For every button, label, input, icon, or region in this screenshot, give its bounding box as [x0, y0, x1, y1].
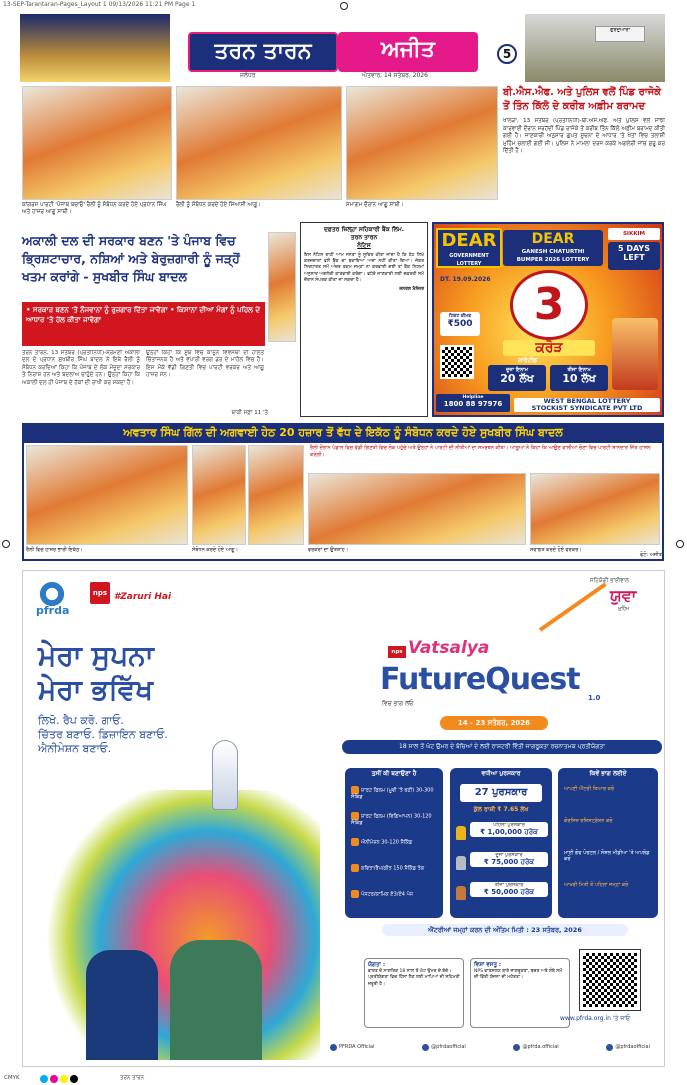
page-number: 5 [497, 44, 517, 64]
lottery-stockist-2: STOCKIST SYNDICATE PVT LTD [531, 404, 643, 412]
lottery-helpline [436, 394, 510, 412]
lottery-first-prize-digit: 3 [510, 270, 588, 340]
lottery-second-label: ਦੂਜਾ ਇਨਾਮ [506, 367, 528, 373]
ad-tagline: #Zaruri Hai [114, 592, 172, 602]
instagram-icon [513, 1044, 520, 1051]
registration-mark-top [340, 2, 348, 10]
note-2-body: NPS ਵਾਤਸਲਯ ਬਾਰੇ ਜਾਗਰੂਕਤਾ, ਬਚਤ ਅਤੇ ਲੰਬੇ ਸਮੇਂ ਦੀ ਵਿੱਤੀ ਯੋਜਨਾ ਦੀ ਮਹੱਤਤਾ। [474, 968, 563, 980]
future-quest-join: ਵਿਚ ਭਾਗ ਲਓ [382, 700, 414, 707]
social-instagram[interactable]: @pfrda.official [513, 1040, 558, 1054]
yuva-sub: ਮੁਹਿੰਮ [618, 606, 630, 612]
banner-caption-3: ਵਰਕਰਾਂ ਦਾ ਉਤਸ਼ਾਹ। [308, 547, 349, 553]
lottery-helpline-label: Helpline [462, 395, 484, 400]
pfrda-wordmark: pfrda [36, 604, 70, 617]
prize-third-amount: ₹ 50,000 ਹਰੇਕ [483, 888, 535, 896]
banner-credit: ਫੋਟੋ: ਅਜੀਤ [639, 552, 662, 558]
lead-story-continued: ਬਾਕੀ ਸਫ਼ਾ 11 'ਤੇ [231, 410, 268, 416]
magenta-swatch [50, 1075, 58, 1083]
prize-third [470, 882, 548, 897]
lottery-stockist-1: WEST BENGAL LOTTERY [543, 397, 631, 405]
social-x[interactable]: @pfrdaofficial [422, 1040, 466, 1054]
lead-story-headline: ਅਕਾਲੀ ਦਲ ਦੀ ਸਰਕਾਰ ਬਣਨ 'ਤੇ ਪੰਜਾਬ ਵਿਚ ਭ੍ਰਿਸ਼ਟਾਚਾਰ, ਨਸ਼ਿਆਂ ਅਤੇ ਬੇਰੁਜ਼ਗਾਰੀ ਨੂੰ ਜੜ੍ਹੋਂ ਖਤਮ ਕਰਾਂਗੇ - ਸੁਖਬੀਰ ਸਿੰਘ ਬਾਦਲ [22, 233, 240, 284]
lottery-brand: DEAR [441, 230, 497, 251]
prize-second-amount: ₹ 75,000 ਹਰੇਕ [483, 858, 535, 866]
panel-what-to-make [345, 768, 443, 918]
masthead-date: ਐਤਵਾਰ, 14 ਸਤੰਬਰ, 2026 [362, 72, 428, 79]
future-quest-description: 18 ਸਾਲ ਤੋਂ ਘੱਟ ਉਮਰ ਦੇ ਬੱਚਿਆਂ ਦੇ ਲਈ ਰਾਸ਼ਟਰੀ ਵਿੱਤੀ ਜਾਗਰੂਕਤਾ ਰਚਨਾਤਮਕ ਪ੍ਰਤੀਯੋਗਤਾ [342, 740, 662, 754]
tender-notice-sign: ਜਨਰਲ ਮੈਨੇਜਰ [399, 287, 424, 293]
color-bar [40, 1075, 80, 1085]
banner-caption-2: ਸੰਬੋਧਨ ਕਰਦੇ ਹੋਏ ਆਗੂ। [192, 547, 238, 553]
panel-how-to-participate [558, 768, 658, 918]
poster-icon [351, 890, 359, 898]
ad-activities-2: ਚਿੱਤਰ ਬਣਾਓ. ਡਿਜ਼ਾਇਨ ਬਣਾਓ. [38, 728, 168, 741]
page-slug: 13-SEP-Tarantaran-Pages_Layout 1 09/13/2026 11:21 PM Page 1 [3, 1, 196, 8]
lottery-ambassador-photo [612, 318, 658, 390]
rally-photo-2-caption: ਰੈਲੀ ਨੂੰ ਸੰਬੋਧਨ ਕਰਦੇ ਹੋਏ ਸਿਆਸੀ ਆਗੂ। [176, 202, 261, 208]
step-4: ਆਖਰੀ ਮਿਤੀ ਤੋਂ ਪਹਿਲਾਂ ਜਮ੍ਹਾਂ ਕਰੋ [564, 882, 629, 888]
vatsalya-wordmark: Vatsalya [408, 638, 490, 658]
rally-photo-2 [176, 86, 342, 200]
prize-first [470, 822, 548, 837]
lead-story-column-1: ਤਰਨ ਤਾਰਨ, 13 ਸਤੰਬਰ (ਪ੍ਰਤੀਨਿਧੀ)-ਸ਼੍ਰੋਮਣੀ ਅਕਾਲੀ ਦਲ ਦੇ ਪ੍ਰਧਾਨ ਸੁਖਬੀਰ ਸਿੰਘ ਬਾਦਲ ਨੇ ਇਥੇ ਰੈਲੀ ਨੂੰ ਸੰਬੋਧਨ ਕਰਦਿਆਂ ਕਿਹਾ ਕਿ ਪੰਜਾਬ ਦੇ ਲੋਕ ਮੌਜੂਦਾ ਸਰਕਾਰ ਤੋਂ ਨਿਰਾਸ਼ ਹਨ ਅਤੇ ਬਦਲਾਅ ਚਾਹੁੰਦੇ ਹਨ। ਉਨ੍ਹਾਂ ਕਿਹਾ ਕਿ ਅਕਾਲੀ ਦਲ ਹੀ ਪੰਜਾਬ ਦੇ ਹੱਕਾਂ ਦੀ ਰਾਖੀ ਕਰ ਸਕਦਾ ਹੈ। [22, 350, 140, 386]
trophy-silver-icon [456, 856, 466, 870]
panel-3-title: ਕਿਵੇਂ ਭਾਗ ਲਈਏ [589, 770, 627, 777]
banner-caption-1: ਰੈਲੀ ਵਿਚ ਹਾਜ਼ਰ ਭਾਰੀ ਇਕੱਠ। [26, 547, 83, 553]
lottery-price-label: ਟਿਕਟ ਕੀਮਤ [448, 314, 472, 319]
tender-notice-head-1: ਦਫ਼ਤਰ ਜ਼ਿਲ੍ਹਾ ਸਹਿਕਾਰੀ ਬੈਂਕ ਲਿਮ. [323, 226, 405, 233]
lottery-price-value: ₹500 [447, 319, 473, 329]
side-story-headline: ਬੀ.ਐਸ.ਐਫ. ਅਤੇ ਪੁਲਿਸ ਵਲੋਂ ਪਿੰਡ ਰਾਜੋਕੇ ਤੋਂ ਤਿੰਨ ਕਿੱਲੋ ਦੇ ਕਰੀਬ ਅਫ਼ੀਮ ਬਰਾਮਦ [503, 87, 662, 112]
masthead-right-photo [525, 14, 665, 82]
panel-2-title: ਵਧੀਆ ਪੁਰਸਕਾਰ [481, 770, 521, 777]
masthead-edition: ਜਲੰਧਰ [240, 72, 256, 79]
yuva-top-label: ਸਹਿਯੋਗੀ ਭਾਈਵਾਲ [590, 578, 629, 584]
ad-headline-2: ਮੇਰਾ ਭਵਿੱਖ [38, 673, 154, 706]
x-icon [422, 1044, 429, 1051]
tender-notice-head-3: ਨੋਟਿਸ [357, 242, 371, 249]
animation-icon [351, 838, 359, 846]
lottery-third-value: 10 ਲੱਖ [562, 372, 596, 385]
banner-photo-crowd-2 [308, 473, 526, 545]
lottery-second-prize [488, 365, 546, 391]
lottery-second-value: 20 ਲੱਖ [500, 372, 534, 385]
lottery-ticket-price [440, 312, 480, 336]
banner-photo-speaker-1 [192, 445, 246, 545]
rally-photo-3-caption: ਸਮਾਗਮ ਦੌਰਾਨ ਆਗੂ ਸਾਥੀ। [346, 202, 404, 208]
nps-logo: nps [90, 582, 110, 604]
banner-photo-welcome [530, 473, 660, 545]
lead-story-column-2: ਉਨ੍ਹਾਂ ਕਿਹਾ ਕਿ ਸੂਬੇ ਵਿਚ ਕਾਨੂੰਨ ਵਿਵਸਥਾ ਦੀ ਹਾਲਤ ਚਿੰਤਾਜਨਕ ਹੈ ਅਤੇ ਵਪਾਰੀ ਵਰਗ ਡਰ ਦੇ ਮਾਹੌਲ ਵਿਚ ਹੈ। ਇਸ ਮੌਕੇ ਵੱਡੀ ਗਿਣਤੀ ਵਿਚ ਪਾਰਟੀ ਵਰਕਰ ਅਤੇ ਆਗੂ ਹਾਜ਼ਰ ਸਨ। [146, 350, 264, 379]
lottery-helpline-number: 1800 88 97976 [443, 400, 503, 408]
prize-first-label: ਪਹਿਲਾ ਪੁਰਸਕਾਰ [493, 822, 525, 828]
ad-theme-note [470, 958, 570, 1028]
ad-activities-1: ਲਿਖੋ. ਰੈਪ ਕਰੋ. ਗਾਓ. [38, 714, 124, 727]
registration-mark-left [2, 540, 10, 548]
ad-illustration-child-1 [86, 950, 158, 1060]
registration-mark-right [676, 540, 684, 548]
ad-last-date: ਐਂਟਰੀਆਂ ਜਮ੍ਹਾਂ ਕਰਨ ਦੀ ਅੰਤਿਮ ਮਿਤੀ : 23 ਸਤੰਬਰ, 2026 [382, 924, 628, 936]
ad-eligibility-note [364, 958, 464, 1028]
ad-website[interactable]: www.pfrda.org.in 'ਤੇ ਜਾਓ [560, 1015, 631, 1022]
prize-third-label: ਤੀਜਾ ਪੁਰਸਕਾਰ [494, 882, 524, 888]
lottery-days-left: 5 DAYS LEFT [608, 242, 660, 270]
panel-1-item-4: ਕਵਿਤਾ/ਰੈਪ/ਗੀਤ 150 ਸੈਕਿੰਡ ਤੱਕ [351, 864, 437, 878]
lottery-draw-date: DT. 19.09.2026 [440, 276, 491, 283]
note-1-body: ਭਾਰਤ ਦੇ ਨਾਗਰਿਕ 18 ਸਾਲ ਤੋਂ ਘੱਟ ਉਮਰ ਦੇ ਬੱਚੇ। ਪ੍ਰਤੀਯੋਗਤਾ ਵਿਚ ਹਿੱਸਾ ਲੈਣ ਲਈ ਮਾਪਿਆਂ ਦੀ ਸਹਿਮਤੀ ਜ਼ਰੂਰੀ ਹੈ। [368, 968, 460, 987]
ad-activities-3: ਐਨੀਮੇਸ਼ਨ ਬਣਾਓ. [38, 742, 112, 755]
masthead-left-photo [20, 14, 170, 82]
ad-activities [38, 714, 278, 756]
music-icon [351, 864, 359, 872]
social-links [330, 1040, 650, 1054]
note-1-title: ਯੋਗਤਾ : [368, 962, 386, 968]
banner-photo-crowd [26, 445, 188, 545]
youtube-icon [606, 1044, 613, 1051]
facebook-icon [330, 1044, 337, 1051]
lottery-guarantee: ਗਾਰੰਟੀਡ [518, 357, 538, 364]
lottery-third-label: ਤੀਜਾ ਇਨਾਮ [567, 367, 591, 373]
step-2: ਕੋਰਸਿਜ਼ ਰਜ਼ਿਸਟ੍ਰੇਸ਼ਨ ਕਰੋ [564, 818, 613, 824]
note-2-title: ਵਿਸ਼ਾ ਵਸਤੂ : [474, 962, 502, 968]
masthead-right-photo-label: ਗੁਰਦੁਆਰਾ [595, 26, 645, 42]
lottery-third-prize [550, 365, 608, 391]
trophy-bronze-icon [456, 886, 466, 900]
lottery-brand-sub: GOVERNMENT LOTTERY [449, 253, 489, 267]
ad-illustration-child-2 [170, 940, 262, 1060]
lottery-stockist [514, 398, 660, 412]
social-facebook[interactable]: PFRDA Official [330, 1040, 375, 1054]
cyan-swatch [40, 1075, 48, 1083]
lead-story-portrait [268, 232, 296, 342]
footer-right: ਤਰਨ ਤਾਰਨ [120, 1075, 145, 1081]
lottery-event-sub: BUMPER 2026 LOTTERY [516, 257, 590, 263]
lottery-brand-logo [436, 228, 502, 268]
banner-photo-speaker-2 [248, 445, 304, 545]
footer-left: CMYK [4, 1075, 20, 1081]
social-youtube[interactable]: @pfrdaofficial [606, 1040, 650, 1054]
side-story-body: ਖਾਲੜਾ, 13 ਸਤੰਬਰ (ਪ੍ਰਤੀਨਿਧੀ)-ਬੀ.ਐਸ.ਐਫ. ਅਤੇ ਪੁਲਿਸ ਵਲੋਂ ਸਾਂਝੀ ਕਾਰਵਾਈ ਦੌਰਾਨ ਸਰਹੱਦੀ ਪਿੰਡ ਰਾਜੋਕੇ ਤੋਂ ਕਰੀਬ ਤਿੰਨ ਕਿੱਲੋ ਅਫ਼ੀਮ ਬਰਾਮਦ ਕੀਤੀ ਗਈ ਹੈ। ਜਾਣਕਾਰੀ ਅਨੁਸਾਰ ਗੁਪਤ ਸੂਚਨਾ ਦੇ ਆਧਾਰ 'ਤੇ ਖੇਤਾਂ ਵਿਚ ਤਲਾਸ਼ੀ ਮੁਹਿੰਮ ਚਲਾਈ ਗਈ ਸੀ। ਪੁਲਿਸ ਨੇ ਮਾਮਲਾ ਦਰਜ ਕਰਕੇ ਅਗਲੇਰੀ ਜਾਂਚ ਸ਼ੁਰੂ ਕਰ ਦਿੱਤੀ ਹੈ। [503, 118, 665, 154]
future-quest-version: 1.0 [588, 694, 601, 702]
lottery-qr-code [440, 345, 474, 379]
future-quest-dates: 14 - 23 ਸਤੰਬਰ, 2026 [440, 716, 548, 730]
step-1: ਆਪਣੀ ਐਂਟਰੀ ਤਿਆਰ ਕਰੋ [564, 786, 615, 792]
prize-count: 27 ਪੁਰਸਕਾਰ [460, 784, 542, 802]
masthead-city-name: ਤਰਨ ਤਾਰਨ [188, 32, 338, 72]
rally-banner-title: ਅਵਤਾਰ ਸਿੰਘ ਗਿੱਲ ਦੀ ਅਗਵਾਈ ਹੇਠ 20 ਹਜ਼ਾਰ ਤੋਂ ਵੱਧ ਦੇ ਇਕੱਠ ਨੂੰ ਸੰਬੋਧਨ ਕਰਦੇ ਹੋਏ ਸੁਖਬੀਰ ਸਿੰਘ ਬਾਦਲ [22, 423, 664, 443]
prize-total: ਕੁੱਲ ਰਾਸ਼ੀ ₹ 7.65 ਲੱਖ [473, 806, 529, 813]
lottery-event-title [503, 230, 603, 266]
panel-1-item-1: ਸ਼ਾਰਟ ਫਿਲਮ (ਮੂਵੀ 'ਤੇ ਬਣੀ) 30-300 ਸੈਕਿੰਡ [351, 787, 434, 800]
ad-headline-1: ਮੇਰਾ ਸੁਪਨਾ [38, 639, 154, 672]
black-swatch [70, 1075, 78, 1083]
film-icon [351, 786, 359, 794]
page-footer [0, 1074, 687, 1085]
ad-film-icon [351, 812, 359, 820]
rocket-icon [212, 740, 238, 810]
lottery-event-line: GANESH CHATURTHI [521, 249, 585, 255]
banner-text: ਰੈਲੀ ਦੌਰਾਨ ਪੰਡਾਲ ਵਿਚ ਵੱਡੀ ਗਿਣਤੀ ਵਿਚ ਲੋਕ ਪਹੁੰਚੇ ਅਤੇ ਉਨ੍ਹਾਂ ਨੇ ਪਾਰਟੀ ਦੀ ਨੀਤੀਆਂ ਦਾ ਸਮਰਥਨ ਕੀਤਾ। ਆਗੂਆਂ ਨੇ ਕਿਹਾ ਕਿ ਆਉਣ ਵਾਲੀਆਂ ਚੋਣਾਂ ਵਿਚ ਪਾਰਟੀ ਸ਼ਾਨਦਾਰ ਜਿੱਤ ਹਾਸਲ ਕਰੇਗੀ। [310, 445, 651, 458]
lottery-event: DEAR [531, 231, 575, 247]
prize-first-amount: ₹ 1,00,000 ਹਰੇਕ [480, 828, 538, 836]
prize-second-label: ਦੂਜਾ ਪੁਰਸਕਾਰ [495, 852, 523, 858]
yellow-swatch [60, 1075, 68, 1083]
panel-1-item-3: ਐਨੀਮੇਸ਼ਨ 30-120 ਸੈਕਿੰਡ [351, 838, 437, 852]
tender-notice-head-2: ਤਰਨ ਤਾਰਨ [350, 234, 378, 241]
ad-qr-code [580, 950, 640, 1010]
panel-1-item-5: ਪੋਸਟਰ/ਕਾਮਿਕ ਏ3/ਏ4 ਪੇਜ [351, 890, 437, 904]
trophy-gold-icon [456, 826, 466, 840]
lottery-state: SIKKIM [608, 228, 660, 240]
panel-1-item-2: ਸ਼ਾਰਟ ਫਿਲਮ (ਵਿਗਿਆਪਨ) 30-120 ਸੈਕਿੰਡ [351, 813, 432, 826]
tender-notice-body: ਇਸ ਨੋਟਿਸ ਰਾਹੀਂ ਆਮ ਜਨਤਾ ਨੂੰ ਸੂਚਿਤ ਕੀਤਾ ਜਾਂਦਾ ਹੈ ਕਿ ਹੇਠ ਲਿਖੇ ਕਰਜ਼ਦਾਰਾਂ ਵਲੋਂ ਬੈਂਕ ਦਾ ਬਕਾਇਆ ਅਦਾ ਨਹੀਂ ਕੀਤਾ ਗਿਆ। ਜੇਕਰ ਨਿਰਧਾਰਤ ਸਮੇਂ ਅੰਦਰ ਰਕਮ ਜਮ੍ਹਾਂ ਨਾ ਕਰਵਾਈ ਗਈ ਤਾਂ ਬੈਂਕ ਨਿਯਮਾਂ ਅਨੁਸਾਰ ਅਗਲੇਰੀ ਕਾਰਵਾਈ ਕਰੇਗਾ। ਵਧੇਰੇ ਜਾਣਕਾਰੀ ਲਈ ਦਫ਼ਤਰੀ ਸਮੇਂ ਦੌਰਾਨ ਸੰਪਰਕ ਕੀਤਾ ਜਾ ਸਕਦਾ ਹੈ। [304, 253, 424, 283]
vatsalya-nps-logo: nps [388, 646, 406, 658]
yuva-logo: ਯੁਵਾ [610, 586, 637, 605]
rally-photo-1 [22, 86, 172, 200]
banner-caption-4: ਸਵਾਗਤ ਕਰਦੇ ਹੋਏ ਵਰਕਰ। [530, 547, 582, 553]
future-quest-wordmark: FutureQuest [380, 662, 580, 697]
step-3: ਮਾਈ ਗੋਵ ਪੋਰਟਲ / ਸੋਸ਼ਲ ਮੀਡੀਆ 'ਤੇ ਅਪਲੋਡ ਕਰੋ [564, 850, 650, 862]
prize-second [470, 852, 548, 867]
panel-1-title: ਤੁਸੀਂ ਕੀ ਬਣਾਉਣਾ ਹੈ [371, 770, 417, 777]
tender-notice [300, 222, 428, 417]
rally-photo-1-caption: ਕਾਂਗਰਸ ਪਾਰਟੀ 'ਪੰਜਾਬ ਬਚਾਓ' ਰੈਲੀ ਨੂੰ ਸੰਬੋਧਨ ਕਰਦੇ ਹੋਏ ਪ੍ਰਧਾਨ ਸਿੰਘ ਅਤੇ ਹਾਜ਼ਰ ਆਗੂ ਸਾਥੀ। [22, 202, 167, 215]
lead-story-highlights: • ਸਰਕਾਰ ਬਣਨ 'ਤੇ ਨੌਜਵਾਨਾਂ ਨੂੰ ਰੁਜ਼ਗਾਰ ਦਿੱਤਾ ਜਾਵੇਗਾ • ਕਿਸਾਨਾਂ ਦੀਆਂ ਮੰਗਾਂ ਨੂੰ ਪਹਿਲ ਦੇ ਆਧਾਰ 'ਤੇ ਹੱਲ ਕੀਤਾ ਜਾਵੇਗਾ [22, 302, 265, 346]
lottery-first-prize-word: ਕਰੋੜ [503, 340, 595, 356]
masthead-paper-name: ਅਜੀਤ [338, 32, 478, 72]
rally-photo-3 [346, 86, 498, 200]
